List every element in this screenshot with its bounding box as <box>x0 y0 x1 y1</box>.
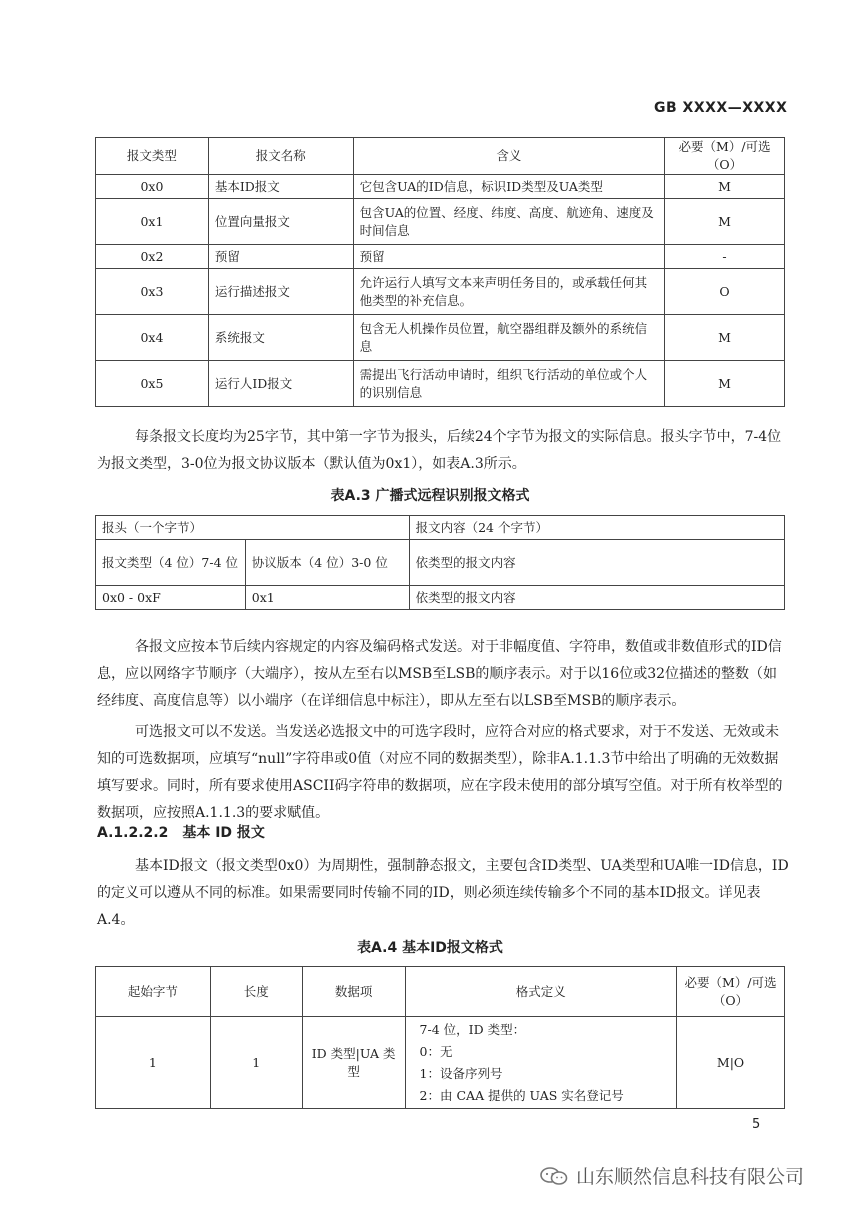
table-caption: 表A.3 广播式远程识别报文格式 <box>330 488 530 504</box>
table-header: 必要（M）/可选（O） <box>665 138 785 175</box>
table-cell: 预留 <box>353 245 664 269</box>
table-cell: O <box>665 269 785 315</box>
table-cell: 0x5 <box>96 361 209 407</box>
message-format-table <box>95 515 785 610</box>
table-cell: 它包含UA的ID信息，标识ID类型及UA类型 <box>353 175 664 199</box>
format-line: 0：无 <box>419 1043 453 1059</box>
section-number: A.1.2.2.2 <box>97 825 169 841</box>
table-header: 格式定义 <box>405 967 677 1017</box>
table-cell: ID 类型|UA 类型 <box>302 1017 405 1109</box>
wechat-icon <box>540 1166 568 1186</box>
format-line: 7-4 位，ID 类型： <box>419 1021 526 1037</box>
table-caption: 表A.4 基本ID报文格式 <box>357 940 503 956</box>
format-line: 2：由 CAA 提供的 UAS 实名登记号 <box>419 1087 624 1103</box>
table-cell: 0x4 <box>96 315 209 361</box>
table-cell: M|O <box>677 1017 785 1109</box>
section-heading <box>97 822 265 842</box>
table-cell: M <box>665 199 785 245</box>
paragraph: 可选报文可以不发送。当发送必选报文中的可选字段时，应符合对应的格式要求，对于不发送、无效或未知的可选数据项，应填写“null”字符串或0值（对应不同的数据类型），除非A.1.1.3节中给出了明确的无效数据填写要求。同时，所有要求使用ASCII码字符串的数据项，应在字段未使用的部分填写空值。对于所有枚举型的数据项，应按照A.1.1.3的要求赋值。 <box>97 724 783 821</box>
format-definition-cell <box>405 1017 677 1109</box>
table-header: 报文内容（24 个字节） <box>409 516 784 540</box>
table-cell: M <box>665 361 785 407</box>
table-cell: 允许运行人填写文本来声明任务目的，或承载任何其他类型的补充信息。 <box>353 269 664 315</box>
table-cell: 0x0 <box>96 175 209 199</box>
paragraph: 各报文应按本节后续内容规定的内容及编码格式发送。对于非幅度值、字符串，数值或非数值形式的ID信息，应以网络字节顺序（大端序），按从左至右以MSB至LSB的顺序表示。对于以16位或32位描述的整数（如经纬度、高度信息等）以小端序（在详细信息中标注），即从左至右以LSB至MSB的顺序表示。 <box>97 639 782 709</box>
table-cell: 0x0 - 0xF <box>96 586 246 610</box>
message-type-table <box>95 137 785 407</box>
table-header: 报文名称 <box>208 138 353 175</box>
format-line: 1：设备序列号 <box>419 1065 503 1081</box>
table-cell: 包含UA的位置、经度、纬度、高度、航迹角、速度及时间信息 <box>353 199 664 245</box>
table-row <box>96 175 785 199</box>
table-cell: 位置向量报文 <box>208 199 353 245</box>
table-cell: 系统报文 <box>208 315 353 361</box>
table-cell: 依类型的报文内容 <box>409 586 784 610</box>
table-row <box>96 269 785 315</box>
table-header: 数据项 <box>302 967 405 1017</box>
table-header: 必要（M）/可选（O） <box>677 967 785 1017</box>
table-cell: 预留 <box>208 245 353 269</box>
table-row <box>96 1017 785 1109</box>
table-cell: 协议版本（4 位）3-0 位 <box>245 540 409 586</box>
table-cell: - <box>665 245 785 269</box>
paragraph: 基本ID报文（报文类型0x0）为周期性，强制静态报文，主要包含ID类型、UA类型和UA唯一ID信息，ID的定义可以遵从不同的标准。如果需要同时传输不同的ID，则必须连续传输多个不同的基本ID报文。详见表A.4。 <box>97 858 789 928</box>
table-header: 报头（一个字节） <box>96 516 410 540</box>
table-row <box>96 361 785 407</box>
table-row <box>96 315 785 361</box>
table-cell: M <box>665 315 785 361</box>
table-row <box>96 199 785 245</box>
watermark-text: 山东顺然信息科技有限公司 <box>576 1166 805 1188</box>
table-cell: 0x3 <box>96 269 209 315</box>
table-cell: 运行人ID报文 <box>208 361 353 407</box>
table-cell: 1 <box>210 1017 302 1109</box>
basic-id-format-table <box>95 966 785 1109</box>
table-cell: 基本ID报文 <box>208 175 353 199</box>
table-cell: 0x1 <box>96 199 209 245</box>
section-title: 基本 ID 报文 <box>182 825 265 841</box>
table-cell: M <box>665 175 785 199</box>
table-cell: 依类型的报文内容 <box>409 540 784 586</box>
paragraph: 每条报文长度均为25字节，其中第一字节为报头，后续24个字节为报文的实际信息。报头字节中，7-4位为报文类型，3-0位为报文协议版本（默认值为0x1），如表A.3所示。 <box>97 429 782 472</box>
table-header: 起始字节 <box>96 967 211 1017</box>
table-cell: 报文类型（4 位）7-4 位 <box>96 540 246 586</box>
table-cell: 包含无人机操作员位置，航空器组群及额外的系统信息 <box>353 315 664 361</box>
table-cell: 需提出飞行活动申请时，组织飞行活动的单位或个人的识别信息 <box>353 361 664 407</box>
table-header: 含义 <box>353 138 664 175</box>
table-row <box>96 245 785 269</box>
table-cell: 0x2 <box>96 245 209 269</box>
table-cell: 1 <box>96 1017 211 1109</box>
table-header: 报文类型 <box>96 138 209 175</box>
table-header: 长度 <box>210 967 302 1017</box>
table-cell: 运行描述报文 <box>208 269 353 315</box>
table-cell: 0x1 <box>245 586 409 610</box>
watermark <box>540 1162 804 1189</box>
page-number: 5 <box>752 1117 761 1132</box>
standard-code: GB XXXX—XXXX <box>654 100 788 116</box>
